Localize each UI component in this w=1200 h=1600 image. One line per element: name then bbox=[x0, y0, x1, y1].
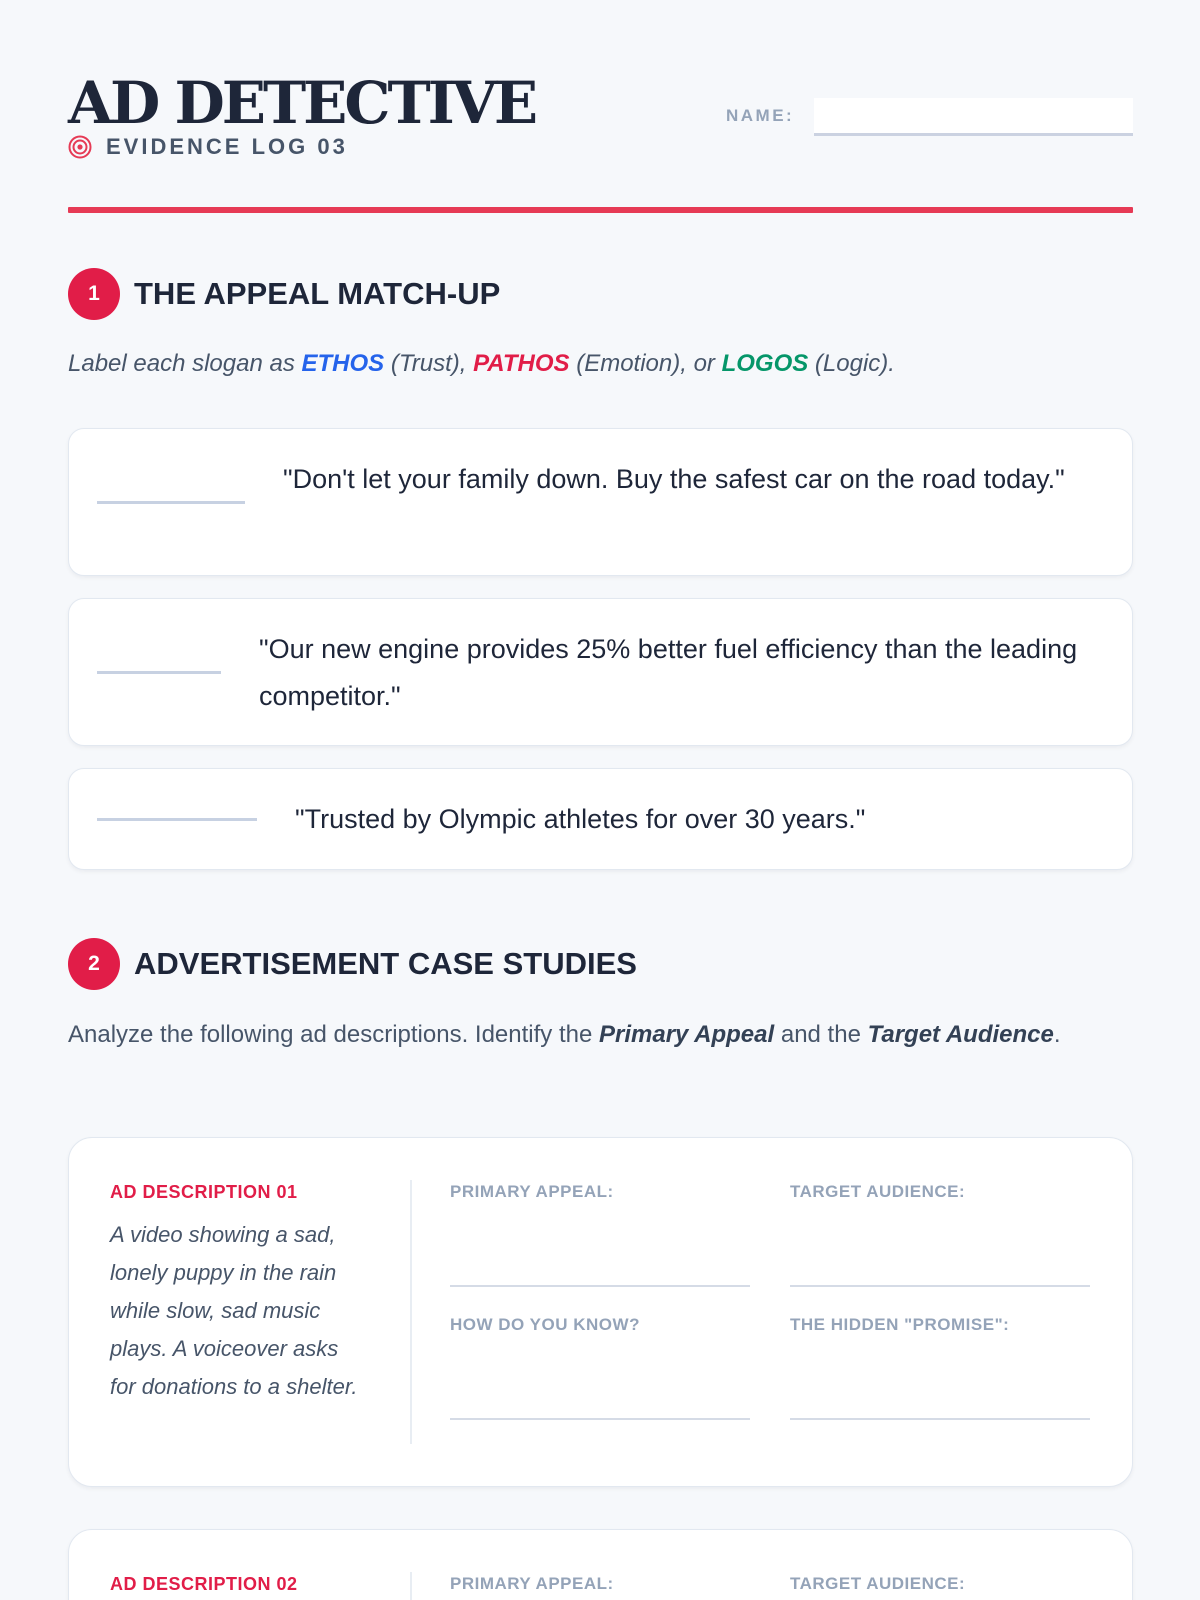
subtitle-text: EVIDENCE LOG 03 bbox=[106, 134, 348, 159]
primary-appeal-answer-line[interactable] bbox=[450, 1285, 750, 1287]
target-audience-label: TARGET AUDIENCE: bbox=[790, 1182, 966, 1201]
name-input[interactable] bbox=[814, 98, 1133, 136]
primary-appeal-label: PRIMARY APPEAL: bbox=[450, 1182, 614, 1201]
section-title: ADVERTISEMENT CASE STUDIES bbox=[134, 946, 637, 981]
section-number-badge: 2 bbox=[68, 938, 120, 990]
ad-description-text: A video showing a sad, lonely puppy in the rain while slow, sad music plays. A voiceover asks for donations to a shelter. bbox=[110, 1222, 358, 1399]
ethos-term: ETHOS bbox=[301, 350, 385, 377]
worksheet-header bbox=[68, 70, 1133, 220]
how-do-you-know-label: HOW DO YOU KNOW? bbox=[450, 1315, 640, 1334]
answer-blank[interactable] bbox=[97, 818, 257, 821]
answer-blank[interactable] bbox=[97, 671, 221, 674]
card-divider bbox=[410, 1572, 412, 1600]
section-number-badge: 1 bbox=[68, 268, 120, 320]
primary-appeal-term: Primary Appeal bbox=[598, 1021, 775, 1048]
slogan-card bbox=[68, 768, 1133, 870]
slogan-card bbox=[68, 598, 1133, 746]
page-title: AD DETECTIVE bbox=[68, 69, 536, 137]
slogan-text: "Trusted by Olympic athletes for over 30 years." bbox=[295, 804, 866, 834]
subtitle bbox=[68, 134, 348, 160]
section-title: THE APPEAL MATCH-UP bbox=[134, 276, 501, 311]
answer-blank[interactable] bbox=[97, 501, 245, 504]
slogan-text: "Don't let your family down. Buy the safest car on the road today." bbox=[283, 464, 1065, 494]
ad-description-label: AD DESCRIPTION 01 bbox=[110, 1182, 298, 1202]
section-1-instruction: Label each slogan as ETHOS (Trust), PATHOS (Emotion), or LOGOS (Logic). bbox=[68, 350, 895, 377]
how-do-you-know-answer-line[interactable] bbox=[450, 1418, 750, 1420]
section-2-heading bbox=[68, 938, 637, 990]
hidden-promise-answer-line[interactable] bbox=[790, 1418, 1090, 1420]
name-label: NAME: bbox=[726, 106, 795, 125]
target-icon bbox=[68, 135, 92, 159]
section-2-instruction: Analyze the following ad descriptions. Identify the Primary Appeal and the Target Audience. bbox=[68, 1021, 1061, 1048]
hidden-promise-label: THE HIDDEN "PROMISE": bbox=[790, 1315, 1010, 1334]
ad-case-card bbox=[68, 1529, 1133, 1600]
pathos-term: PATHOS bbox=[473, 350, 570, 377]
slogan-card bbox=[68, 428, 1133, 576]
target-audience-label: TARGET AUDIENCE: bbox=[790, 1574, 966, 1593]
target-audience-answer-line[interactable] bbox=[790, 1285, 1090, 1287]
logos-term: LOGOS bbox=[721, 350, 809, 377]
ad-description-label: AD DESCRIPTION 02 bbox=[110, 1574, 298, 1594]
section-1-heading bbox=[68, 268, 500, 320]
primary-appeal-label: PRIMARY APPEAL: bbox=[450, 1574, 614, 1593]
ad-case-card bbox=[68, 1137, 1133, 1487]
header-divider bbox=[68, 207, 1133, 213]
target-audience-term: Target Audience bbox=[867, 1021, 1054, 1048]
card-divider bbox=[410, 1180, 412, 1444]
slogan-text: "Our new engine provides 25% better fuel efficiency than the leading competitor." bbox=[259, 634, 1078, 711]
